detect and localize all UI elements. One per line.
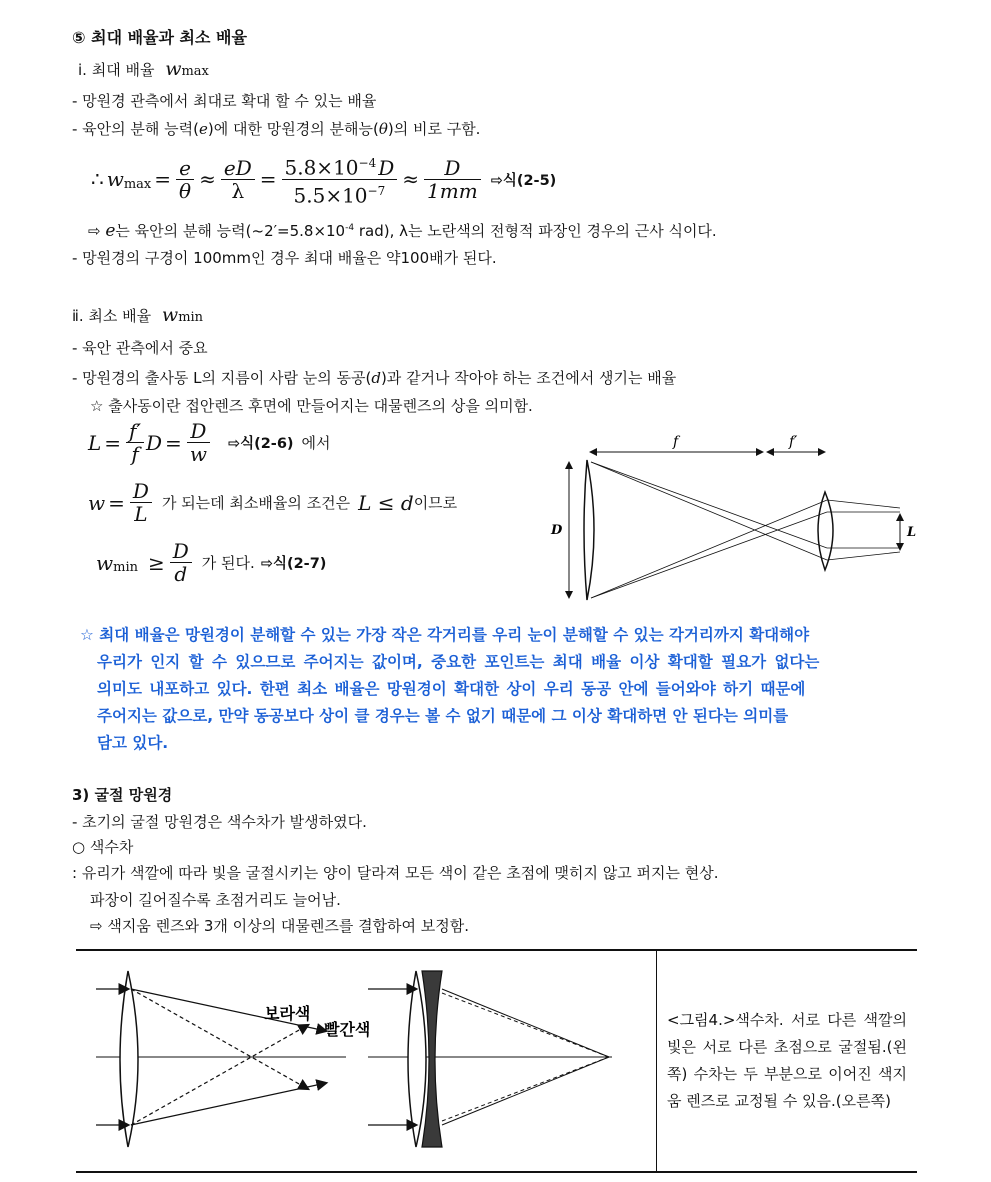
equals: = — [154, 167, 172, 192]
frac-den: L — [134, 502, 148, 526]
arrow-icon: ⇨ — [88, 222, 101, 240]
eq-lhs-sub: min — [113, 560, 138, 575]
frac-den: d — [174, 562, 188, 586]
eq-tail: 에서 — [301, 434, 331, 452]
red-label: 빨간색 — [324, 1020, 371, 1039]
fraction-numeric — [282, 152, 398, 206]
bullet-ratio — [72, 118, 480, 139]
D-label: D — [551, 523, 563, 538]
eq-text: 가 된다. — [201, 554, 255, 572]
fraction-eD-lambda — [221, 157, 255, 202]
violet-ray-bottom — [131, 1025, 308, 1125]
frac-num-tail: D — [378, 155, 395, 180]
frac-den: θ — [179, 178, 192, 203]
note-text: 는 육안의 분해 능력(~2′=5.8×10 — [115, 222, 346, 240]
figure-cell — [76, 950, 657, 1172]
telescope-diagram — [545, 430, 925, 610]
frac-den: w — [189, 442, 207, 466]
equation-2-5 — [88, 152, 556, 206]
approx: ≈ — [402, 167, 420, 192]
note-tail: rad), λ는 노란색의 전형적 파장인 경우의 근사 식이다. — [354, 222, 717, 240]
convex-lens-element — [408, 971, 426, 1147]
w-symbol: w — [161, 304, 179, 326]
eq-tail: 이므로 — [413, 494, 458, 512]
eq-mid: D — [146, 430, 163, 455]
equation-ref: ⇨식(2-6) — [227, 436, 294, 452]
note-exp: -4 — [345, 223, 355, 233]
frac-num-exp: −4 — [358, 156, 377, 170]
frac-num: f′ — [126, 420, 144, 443]
objective-lens — [584, 460, 594, 600]
frac-num: D — [170, 540, 192, 563]
fraction-D-w — [187, 420, 210, 465]
section-title: ⑤ 최대 배율과 최소 배율 — [72, 28, 247, 47]
subheading-max — [78, 58, 209, 80]
blue-paragraph-line-2: 우리가 인지 할 수 있으므로 주어지는 값이며, 중요한 포인트는 최대 배율 이상 확대할 필요가 없다는 — [97, 653, 820, 671]
frac-num: e — [176, 157, 194, 180]
bullet-max-definition: - 망원경 관측에서 최대로 확대 할 수 있는 배율 — [72, 92, 377, 110]
corrected-ray-bottom — [442, 1057, 609, 1125]
theta-symbol: θ — [378, 120, 388, 138]
e-symbol: e — [199, 120, 208, 138]
subheading-min — [72, 304, 203, 326]
bullet-naked-eye: - 육안 관측에서 중요 — [72, 339, 208, 357]
sec3-line-1: - 초기의 굴절 망원경은 색수차가 발생하였다. — [72, 813, 367, 831]
eq-lhs-sub: max — [123, 176, 152, 192]
blue-paragraph-line-5: 담고 있다. — [97, 734, 169, 752]
subheading-label: ⅰ. 최대 배율 — [78, 61, 155, 79]
frac-num: D — [130, 480, 152, 503]
frac-den: λ — [231, 178, 245, 203]
L-label: L — [907, 525, 917, 540]
caption-cell — [657, 950, 918, 1172]
eq-lhs: w — [106, 167, 124, 192]
red-ray-bottom — [131, 1083, 326, 1125]
frac-num: D — [424, 157, 481, 180]
violet-label: 보라색 — [264, 1004, 311, 1023]
frac-den: 1mm — [427, 178, 478, 203]
blue-paragraph-line-4: 주어지는 값으로, 만약 동공보다 상이 클 경우는 볼 수 없기 때문에 그 이상 확대하면 안 된다는 의미를 — [97, 707, 789, 725]
star-note: ☆ 출사동이란 접안렌즈 후면에 만들어지는 대물렌즈의 상을 의미함. — [90, 397, 533, 415]
eq-lhs: w — [96, 550, 114, 575]
fraction-D-1mm — [424, 157, 481, 202]
eq-lhs: w — [88, 490, 106, 515]
equation-ref: ⇨식(2-5) — [490, 172, 557, 189]
eyepiece-lens — [818, 492, 833, 570]
bullet-100mm: - 망원경의 구경이 100mm인 경우 최대 배율은 약100배가 된다. — [72, 249, 497, 267]
e-symbol: e — [105, 221, 116, 241]
bullet-exit-pupil — [72, 367, 676, 388]
text-part: - 망원경의 출사동 L의 지름이 사람 눈의 동공( — [72, 369, 372, 387]
chromatic-aberration-figure — [76, 951, 656, 1167]
equals: = — [259, 167, 277, 192]
frac-den — [282, 180, 398, 207]
d-symbol: d — [371, 369, 381, 387]
frac-num: eD — [221, 157, 255, 180]
eq-condition: L ≤ d — [358, 490, 414, 515]
text-part: )과 같거나 작아야 하는 조건에서 생기는 배율 — [380, 369, 677, 387]
w-symbol: w — [165, 58, 182, 80]
therefore-symbol: ∴ — [91, 167, 104, 192]
corrected-ray-top — [442, 989, 609, 1057]
frac-num: D — [187, 420, 210, 443]
text-part: )에 대한 망원경의 분해능( — [207, 120, 379, 138]
sec3-line-2: : 유리가 색깔에 따라 빛을 굴절시키는 양이 달라져 모든 색이 같은 초점에 맺히지 않고 퍼지는 현상. — [72, 864, 719, 882]
equation-w-D-L — [88, 480, 457, 525]
equation-ref: ⇨식(2-7) — [260, 556, 327, 572]
section-3-title: 3) 굴절 망원경 — [72, 786, 173, 804]
eq-lhs: L — [88, 430, 102, 455]
fraction-D-d — [170, 540, 192, 585]
eq-text: 가 되는데 최소배율의 조건은 — [161, 494, 351, 512]
note-e — [88, 220, 717, 241]
subheading-label: ⅱ. 최소 배율 — [72, 307, 152, 325]
blue-paragraph-line-1: ☆ 최대 배율은 망원경이 분해할 수 있는 가장 작은 각거리를 우리 눈이 분해할 수 있는 각거리까지 확대해야 — [80, 626, 810, 644]
sec3-chromatic-heading: ○ 색수차 — [72, 838, 134, 856]
w-subscript: min — [178, 310, 204, 325]
blue-paragraph-line-3: 의미도 내포하고 있다. 한편 최소 배율은 망원경이 확대한 상이 우리 동공 안에 들어와야 하기 때문에 — [97, 680, 806, 698]
equals: = — [104, 430, 122, 455]
text-part: )의 비로 구함. — [387, 120, 481, 138]
sec3-line-4: ⇨ 색지움 렌즈와 3개 이상의 대물렌즈를 결합하여 보정함. — [90, 917, 470, 935]
w-subscript: max — [181, 64, 209, 79]
equals: = — [108, 490, 125, 515]
frac-den: f — [131, 442, 139, 466]
approx: ≈ — [199, 167, 216, 192]
equation-2-6 — [88, 420, 331, 465]
light-rays — [591, 462, 900, 598]
frac-num — [282, 152, 398, 180]
text-part: - 육안의 분해 능력( — [72, 120, 199, 138]
equation-2-7 — [96, 540, 326, 585]
fraction-D-L — [130, 480, 152, 525]
figure-caption: <그림4.>색수차. 서로 다른 색깔의 빛은 서로 다른 초점으로 굴절됨.(왼쪽) 수차는 두 부분으로 이어진 색지움 렌즈로 교정될 수 있음.(오른쪽) — [667, 1011, 907, 1110]
fraction-e-theta — [176, 157, 194, 202]
frac-num-base: 5.8×10 — [284, 155, 359, 180]
fprime-label: f′ — [789, 434, 798, 450]
frac-den-base: 5.5×10 — [293, 183, 368, 208]
f-label: f — [673, 434, 679, 450]
equals: = — [165, 430, 182, 455]
figure-table — [76, 949, 917, 1173]
frac-den-exp: −7 — [367, 183, 386, 198]
simple-lens — [120, 971, 138, 1147]
sec3-line-3: 파장이 길어질수록 초점거리도 늘어남. — [90, 891, 341, 909]
fraction-fprime-f — [126, 420, 144, 465]
geq: ≥ — [147, 550, 165, 575]
